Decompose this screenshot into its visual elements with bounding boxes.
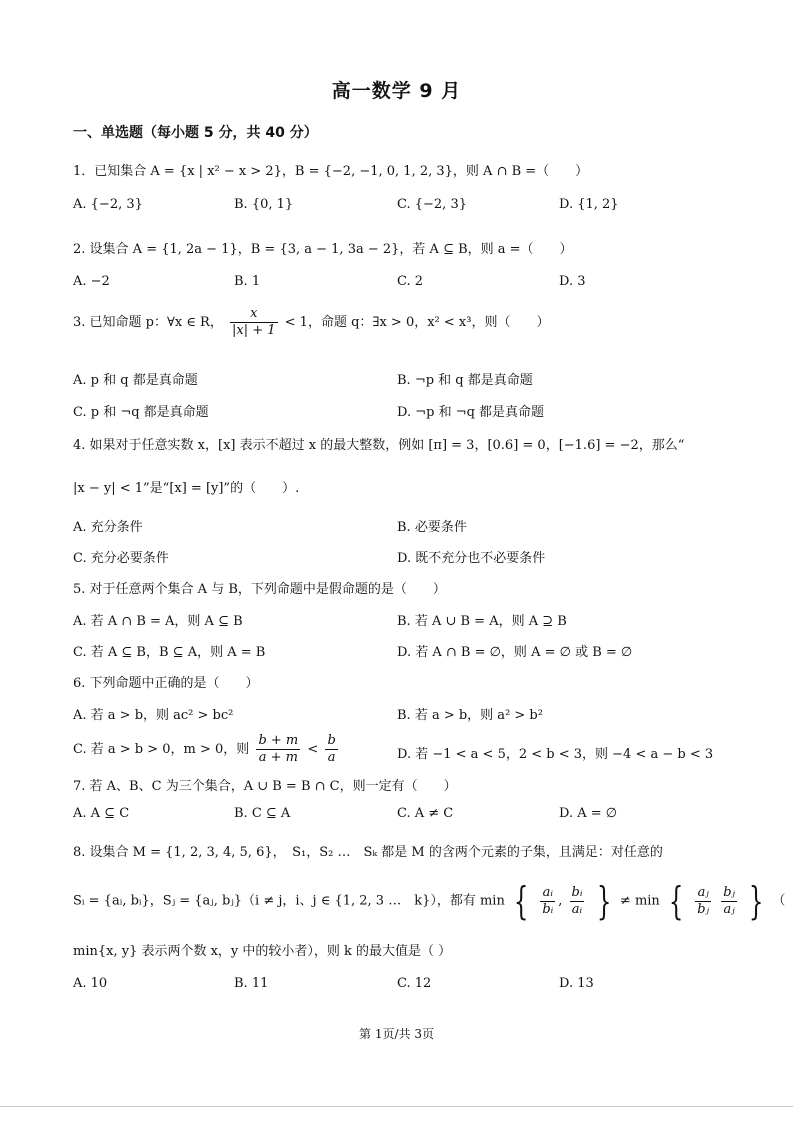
question-1-stem: 1．已知集合 A = {x | x² − x > 2}，B = {−2, −1, 0, 1, 2, 3}，则 A ∩ B =（ ） — [73, 164, 589, 179]
question-2-option-b: B. 1 — [234, 274, 261, 289]
question-5-option-b: B. 若 A ∪ B = A，则 A ⊇ B — [397, 614, 567, 629]
question-4-option-b: B. 必要条件 — [397, 520, 467, 535]
question-3-option-a: A. p 和 q 都是真命题 — [73, 373, 198, 388]
question-6-fraction-right-numerator: b — [327, 733, 336, 748]
question-6-option-b: B. 若 a > b，则 a² > b² — [397, 708, 543, 723]
question-8-min-left-first-denominator: bᵢ — [542, 901, 554, 917]
question-3-option-c: C. p 和 ¬q 都是真命题 — [73, 405, 209, 420]
question-8-stem-line-3: min{x, y} 表示两个数 x，y 中的较小者），则 k 的最大值是（ ） — [73, 944, 452, 959]
question-8-stem-line-2-text: Sᵢ = {aᵢ, bᵢ}，Sⱼ = {aⱼ, bⱼ}（i ≠ j，i、j ∈ {1, 2, 3 … k}），都有 min — [73, 893, 505, 909]
question-2-option-d: D. 3 — [559, 274, 586, 289]
question-8-open-paren: （ — [772, 893, 786, 909]
left-brace-icon: { — [513, 879, 529, 923]
question-6-fraction-right — [325, 733, 337, 766]
question-3-stem — [73, 306, 723, 339]
question-1-option-d: D. {1, 2} — [559, 197, 619, 212]
question-8-min-right-second-denominator: aⱼ — [723, 901, 735, 917]
question-4-stem-line-2: |x − y| < 1”是“[x] = [y]”的（ ）. — [73, 481, 300, 496]
question-8-stem-line-1: 8. 设集合 M = {1, 2, 3, 4, 5, 6}， S₁，S₂ … Sₖ 都是 M 的含两个元素的子集，且满足：对任意的 — [73, 845, 663, 860]
question-6-fraction-left-numerator: b + m — [258, 733, 299, 748]
question-7-option-d: D. A = ∅ — [559, 806, 618, 821]
question-6-option-c-text: C. 若 a > b > 0，m > 0，则 — [73, 742, 250, 757]
question-3-fraction-numerator: x — [230, 306, 278, 323]
question-3-fraction-denominator: |x| + 1 — [231, 323, 276, 338]
question-3-stem-post: < 1，命题 q：∃x > 0，x² < x³，则（ ） — [284, 315, 550, 330]
question-8-min-left-first-fraction — [540, 885, 555, 918]
question-2-option-c: C. 2 — [397, 274, 424, 289]
question-3-option-d: D. ¬p 和 ¬q 都是真命题 — [397, 405, 545, 420]
question-5-option-a: A. 若 A ∩ B = A，则 A ⊆ B — [73, 614, 243, 629]
question-8-min-right-second-numerator: bⱼ — [723, 884, 735, 900]
question-8-min-left-second-numerator: bᵢ — [571, 884, 583, 900]
question-8-min-right-first-numerator: aⱼ — [695, 885, 711, 902]
left-brace-icon: { — [668, 879, 684, 923]
question-4-option-c: C. 充分必要条件 — [73, 551, 169, 566]
question-8-option-c: C. 12 — [397, 976, 432, 991]
question-8-min-left-second-denominator: aᵢ — [571, 901, 583, 917]
question-5-stem: 5. 对于任意两个集合 A 与 B，下列命题中是假命题的是（ ） — [73, 582, 446, 597]
question-6-fraction-left — [256, 733, 300, 766]
question-6-option-d: D. 若 −1 < a < 5，2 < b < 3，则 −4 < a − b < 3 — [397, 747, 714, 762]
question-8-min-right-first-denominator: bⱼ — [697, 901, 710, 917]
question-1-option-a: A. {−2, 3} — [73, 197, 143, 212]
page-title: 高一数学 9 月 — [331, 80, 462, 102]
question-3-stem-pre: 3. 已知命题 p：∀x ∈ R， — [73, 315, 223, 330]
right-brace-icon: } — [596, 879, 611, 923]
question-4-stem-line-1: 4. 如果对于任意实数 x，[x] 表示不超过 x 的最大整数，例如 [π] = 3，[0.6] = 0，[−1.6] = −2，那么“ — [73, 438, 685, 453]
question-8-option-a: A. 10 — [73, 976, 108, 991]
question-2-option-a: A. −2 — [73, 274, 110, 289]
question-7-option-a: A. A ⊆ C — [73, 806, 130, 821]
question-8-min-right-second-fraction — [721, 885, 737, 918]
question-6-stem: 6. 下列命题中正确的是（ ） — [73, 676, 259, 691]
question-8-stem-line-2: Sᵢ = {aᵢ, bᵢ}，Sⱼ = {aⱼ, bⱼ}（i ≠ j，i、j ∈ {1, 2, 3 … k}），都有 min { $\frac{\text{aᵢ}}{\text{bᵢ}}$ , $\frac{\text{bᵢ}}{\text{aᵢ}}$ } ≠ min { $\frac{\text{aⱼ}}{\text{bⱼ}}$ $\frac{\text{bⱼ}}{\text{aⱼ}}$ } （ — [73, 879, 786, 923]
question-6-less-than: < — [307, 742, 319, 757]
right-brace-icon: } — [748, 879, 764, 923]
question-3-fraction — [230, 306, 278, 339]
question-1-option-b: B. {0, 1} — [234, 197, 294, 212]
question-8-not-equal-min: ≠ min — [619, 893, 660, 909]
section-heading: 一、单选题（每小题 5 分，共 40 分） — [73, 125, 318, 141]
question-7-option-b: B. C ⊆ A — [234, 806, 291, 821]
question-8-min-left-first-numerator: aᵢ — [540, 885, 555, 902]
question-6-option-a: A. 若 a > b，则 ac² > bc² — [73, 708, 234, 723]
question-2-stem: 2. 设集合 A = {1, 2a − 1}，B = {3, a − 1, 3a − 2}，若 A ⊆ B，则 a =（ ） — [73, 242, 573, 257]
bottom-divider — [0, 1106, 793, 1107]
question-8-option-d: D. 13 — [559, 976, 594, 991]
page-footer: 第 1页/共 3页 — [359, 1027, 434, 1041]
question-5-option-d: D. 若 A ∩ B = ∅，则 A = ∅ 或 B = ∅ — [397, 645, 633, 660]
question-4-option-a: A. 充分条件 — [73, 520, 143, 535]
question-8-min-left-second-fraction — [570, 885, 585, 918]
question-1-option-c: C. {−2, 3} — [397, 197, 467, 212]
question-6-fraction-left-denominator: a + m — [258, 750, 298, 765]
question-6-option-c — [73, 733, 341, 766]
question-5-option-c: C. 若 A ⊆ B，B ⊆ A，则 A = B — [73, 645, 266, 660]
question-8-option-b: B. 11 — [234, 976, 269, 991]
question-6-fraction-right-denominator: a — [327, 750, 336, 765]
question-7-stem: 7. 若 A、B、C 为三个集合，A ∪ B = B ∩ C，则一定有（ ） — [73, 779, 457, 794]
question-8-min-right-first-fraction — [695, 885, 711, 918]
question-3-option-b: B. ¬p 和 q 都是真命题 — [397, 373, 533, 388]
question-7-option-c: C. A ≠ C — [397, 806, 454, 821]
question-4-option-d: D. 既不充分也不必要条件 — [397, 551, 546, 566]
